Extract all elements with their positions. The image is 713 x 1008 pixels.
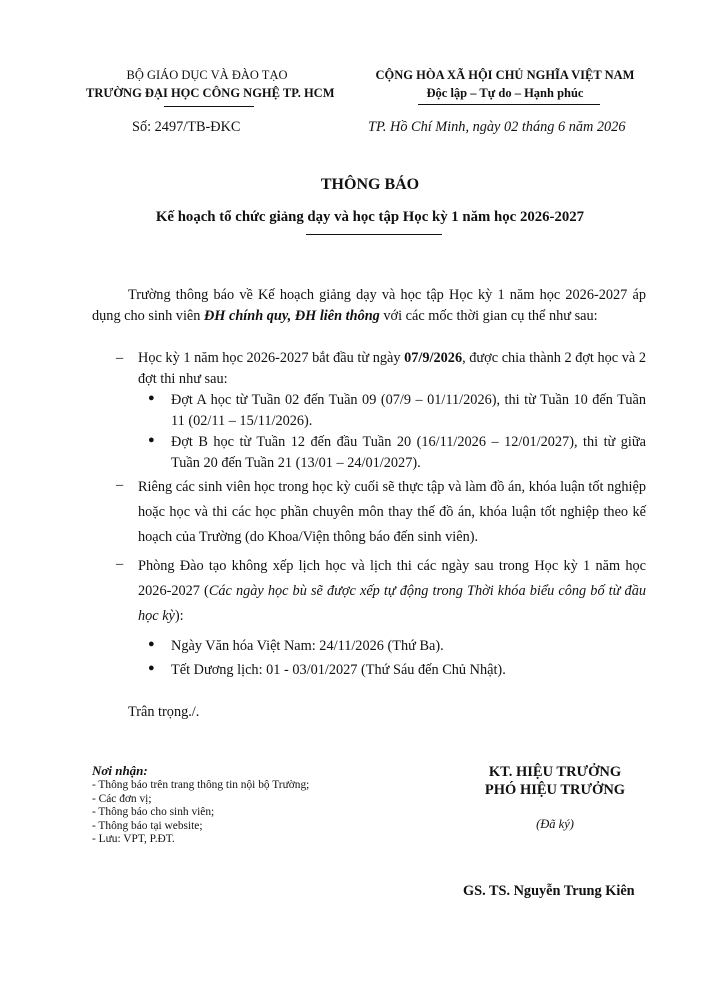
dash-marker: – — [116, 350, 124, 366]
dash-marker: – — [116, 556, 124, 572]
ministry-name: BỘ GIÁO DỤC VÀ ĐÀO TẠO — [126, 68, 288, 82]
item3-text-a: Phòng Đào tạo không xếp lịch học và lịch thi các ngày sau trong Học kỳ 1 năm học 2026-2027 ( — [138, 558, 646, 599]
recipient-item: - Lưu: VPT, P.ĐT. — [92, 833, 175, 846]
intro-text-2: với các mốc thời gian cụ thể như sau: — [379, 308, 598, 324]
list-item-new-year: Tết Dương lịch: 01 - 03/01/2027 (Thứ Sáu đến Chủ Nhật). — [171, 662, 506, 678]
page-title: THÔNG BÁO — [320, 176, 420, 193]
recipient-item: - Thông báo trên trang thông tin nội bộ Trường; — [92, 779, 310, 791]
item1-date: 07/9/2026 — [404, 350, 463, 366]
signer-name: GS. TS. Nguyễn Trung Kiên — [463, 883, 635, 899]
bullet-icon: ● — [148, 638, 155, 650]
item1-text-b: , được chia thành 2 đợt học và 2 đợt thi như sau: — [138, 350, 646, 387]
item1-text-a: Học kỳ 1 năm học 2026-2027 bắt đầu từ ngày — [138, 350, 405, 366]
recipient-item: - Thông báo cho sinh viên; — [92, 806, 215, 819]
list-item-culture-day: Ngày Văn hóa Việt Nam: 24/11/2026 (Thứ Ba). — [171, 638, 444, 654]
list-item-semester-start — [138, 348, 646, 390]
bullet-icon: ● — [148, 392, 155, 404]
header-right — [360, 66, 650, 102]
intro-emphasis: ĐH chính quy, ĐH liên thông — [203, 308, 380, 324]
signature-title-2: PHÓ HIỆU TRƯỞNG — [484, 782, 626, 798]
list-item-no-schedule — [138, 554, 646, 629]
place-date: TP. Hồ Chí Minh, ngày 02 tháng 6 năm 2026 — [368, 119, 626, 135]
intro-paragraph — [92, 285, 646, 327]
university-name: TRƯỜNG ĐẠI HỌC CÔNG NGHỆ TP. HCM — [86, 86, 335, 100]
closing-text: Trân trọng./. — [128, 704, 200, 720]
list-item-round-a: Đợt A học từ Tuần 02 đến Tuần 09 (07/9 – 01/11/2026), thi từ Tuần 10 đến Tuần 11 (02/11 – 15/11/2026). — [171, 392, 646, 429]
bullet-icon: ● — [148, 662, 155, 674]
dash-marker: – — [116, 477, 124, 493]
signed-note: (Đã ký) — [536, 817, 574, 831]
page-subtitle: Kế hoạch tổ chức giảng dạy và học tập Học kỳ 1 năm học 2026-2027 — [155, 209, 585, 225]
motto: Độc lập – Tự do – Hạnh phúc — [426, 86, 584, 100]
list-item-final-semester: Riêng các sinh viên học trong học kỳ cuối sẽ thực tập và làm đồ án, khóa luận tốt nghiệp hoặc học và thi các học phần chuyên môn thay thế đồ án, khóa luận tốt nghiệp theo kế hoạch của Trường (do Khoa/Viện thông báo đến sinh viên). — [138, 479, 646, 545]
item3-text-b: ): — [174, 608, 184, 624]
recipient-item: - Các đơn vị; — [92, 792, 152, 805]
intro-text-1: Trường thông báo về Kế hoạch giảng dạy và học tập Học kỳ 1 năm học 2026-2027 áp dụng cho sinh viên — [92, 287, 646, 324]
subtitle-underline — [306, 234, 442, 235]
item3-emphasis: Các ngày học bù sẽ được xếp tự động trong Thời khóa biểu công bố từ đầu học kỳ — [138, 583, 646, 624]
motto-underline — [418, 104, 600, 105]
header-left — [86, 66, 335, 102]
document-number: Số: 2497/TB-ĐKC — [132, 119, 241, 135]
recipients-list — [92, 779, 309, 847]
list-item-round-b: Đợt B học từ Tuần 12 đến đầu Tuần 20 (16/11/2026 – 12/01/2027), thi từ giữa Tuần 20 đến Tuần 21 (13/01 – 24/01/2027). — [171, 434, 646, 471]
recipients-heading: Nơi nhận: — [92, 763, 148, 778]
header-left-underline — [164, 106, 254, 107]
signature-title-1: KT. HIỆU TRƯỞNG — [488, 764, 622, 780]
bullet-icon: ● — [148, 434, 155, 446]
recipient-item: - Thông báo tại website; — [92, 819, 203, 832]
signature-block — [440, 763, 670, 799]
country-name: CỘNG HÒA XÃ HỘI CHỦ NGHĨA VIỆT NAM — [375, 68, 635, 82]
